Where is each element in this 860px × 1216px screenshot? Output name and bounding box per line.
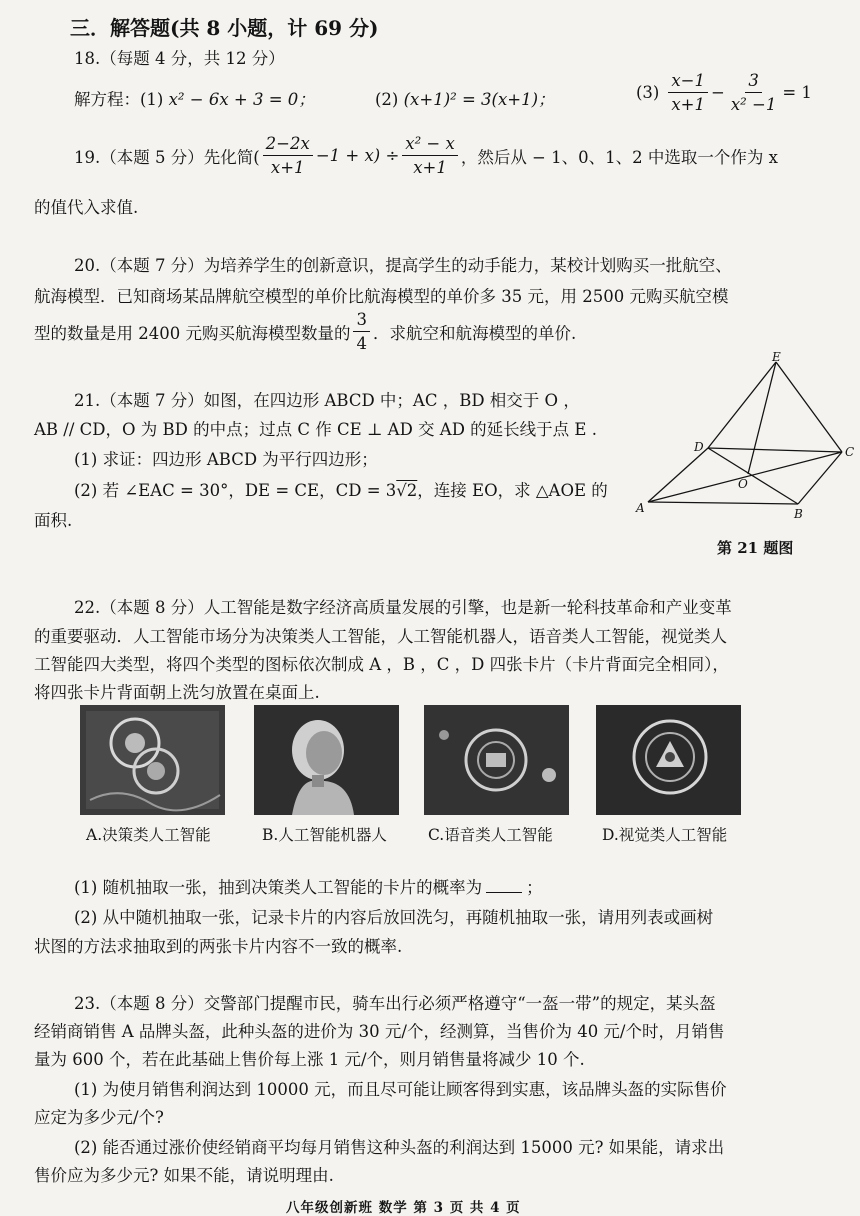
q19-frac2-den: x+1 bbox=[413, 158, 447, 177]
q20-line-2: 航海模型．已知商场某品牌航空模型的单价比航海模型的单价多 35 元，用 2500 元购买航空模 bbox=[34, 287, 729, 306]
label-E: E bbox=[772, 352, 781, 364]
q18-frac1-den: x+1 bbox=[671, 95, 706, 114]
q22-line-1: 22.（本题 8 分）人工智能是数字经济高质量发展的引擎，也是新一轮科技革命和产业变革 bbox=[74, 598, 732, 617]
q23-sub-1-line-1: (1) 为使月销售利润达到 10000 元，而且尽可能让顾客得到实惠，该品牌头盔的实际售价 bbox=[74, 1080, 727, 1099]
q19-frac1-num: 2−2x bbox=[263, 133, 313, 156]
q18-problems-1-2 bbox=[74, 86, 315, 110]
q23-sub-2-line-2: 售价应为多少元? 如果不能，请说明理由. bbox=[34, 1166, 334, 1185]
q20-frac-num: 3 bbox=[353, 309, 370, 332]
page-footer: 八年级创新班 数学 第 3 页 共 4 页 bbox=[286, 1200, 521, 1216]
q23-line-2: 经销商销售 A 品牌头盔，此种头盔的进价为 30 元/个，经测算，当售价为 40 元/个时，月销售 bbox=[34, 1022, 725, 1041]
label-C: C bbox=[845, 445, 855, 459]
q18-heading: 18.（每题 4 分，共 12 分） bbox=[74, 49, 285, 68]
q20-line-3 bbox=[34, 309, 576, 354]
q18-frac2-den: x² −1 bbox=[730, 95, 777, 114]
q18-label-2: (2) bbox=[375, 90, 399, 109]
edge-EC bbox=[776, 362, 842, 452]
q22-sub1-end: ； bbox=[526, 878, 543, 897]
q19-head: 19.（本题 5 分）先化简( bbox=[74, 147, 260, 167]
q22-answer-blank bbox=[486, 892, 522, 893]
q19-frac1-den: x+1 bbox=[270, 158, 305, 177]
q20-line3a: 型的数量是用 2400 元购买航海模型数量的 bbox=[34, 323, 351, 343]
card-d-vision-ai-image bbox=[596, 705, 741, 815]
edge-BC bbox=[798, 452, 842, 504]
q21-line-4 bbox=[74, 477, 608, 501]
q19-frac-2 bbox=[402, 133, 458, 178]
q20-fraction bbox=[353, 309, 370, 354]
q21-line4a: (2) 若 ∠EAC = 30°，DE = CE，CD = 3 bbox=[74, 481, 397, 500]
card-a-decision-ai-image bbox=[80, 705, 225, 815]
q18-rhs: = 1 bbox=[782, 83, 812, 102]
q22-line-3: 工智能四大类型，将四个类型的图标依次制成 A ，B ，C ，D 四张卡片（卡片背面完全相同）， bbox=[34, 655, 729, 674]
q18-equation-1: x² − 6x + 3 = 0； bbox=[168, 90, 315, 109]
q18-label-3: (3) bbox=[636, 83, 660, 102]
q23-line-1: 23.（本题 8 分）交警部门提醒市民，骑车出行必须严格遵守“一盔一带”的规定，某头盔 bbox=[74, 994, 716, 1013]
q18-frac2-num: 3 bbox=[745, 70, 762, 93]
edge-AB bbox=[648, 502, 798, 504]
q19-mid: −1 + x) ÷ bbox=[315, 146, 400, 165]
q22-line-4: 将四张卡片背面朝上洗匀放置在桌面上. bbox=[34, 683, 320, 702]
section-title: 三．解答题(共 8 小题，计 69 分) bbox=[70, 16, 379, 40]
q18-frac-1 bbox=[668, 70, 708, 115]
q21-line-1: 21.（本题 7 分）如图，在四边形 ABCD 中；AC ，BD 相交于 O ， bbox=[74, 391, 580, 410]
q19-frac-1 bbox=[263, 133, 313, 178]
q18-lead: 解方程：(1) bbox=[74, 90, 164, 109]
q23-sub-2-line-1: (2) 能否通过涨价使经销商平均每月销售这种头盔的利润达到 15000 元? 如果能，请求出 bbox=[74, 1138, 725, 1157]
q18-frac-2 bbox=[728, 70, 780, 115]
q21-figure-caption: 第 21 题图 bbox=[717, 539, 794, 557]
label-D: D bbox=[694, 440, 704, 454]
card-b-ai-robot-image bbox=[254, 705, 399, 815]
card-c-voice-ai-image bbox=[424, 705, 569, 815]
q19-line-2: 的值代入求值. bbox=[34, 198, 139, 217]
q21-line-2: AB // CD，O 为 BD 的中点；过点 C 作 CE ⊥ AD 交 AD 的延长线于点 E . bbox=[34, 420, 597, 439]
card-a-caption: A.决策类人工智能 bbox=[86, 826, 211, 844]
card-d-caption: D.视觉类人工智能 bbox=[602, 826, 728, 844]
q21-line-3: (1) 求证：四边形 ABCD 为平行四边形； bbox=[74, 450, 378, 469]
q19-line-1 bbox=[74, 133, 778, 178]
q18-equation-2: (x+1)² = 3(x+1)； bbox=[403, 90, 555, 109]
q22-line-2: 的重要驱动．人工智能市场分为决策类人工智能，人工智能机器人，语音类人工智能，视觉类人 bbox=[34, 627, 727, 646]
q20-line3b: ．求航空和航海模型的单价. bbox=[372, 323, 577, 343]
q21-line4b: ，连接 EO，求 △AOE 的 bbox=[417, 481, 608, 500]
q23-line-3: 量为 600 个，若在此基础上售价每上涨 1 元/个，则月销售量将减少 10 个. bbox=[34, 1050, 585, 1069]
card-b-caption: B.人工智能机器人 bbox=[262, 826, 387, 844]
q23-sub-1-line-2: 应定为多少元/个? bbox=[34, 1108, 164, 1127]
q19-tail: ，然后从 − 1、0、1、2 中选取一个作为 x bbox=[460, 147, 778, 167]
q22-sub-2-line-2: 状图的方法求抽取到的两张卡片内容不一致的概率. bbox=[34, 937, 403, 956]
q22-sub-1 bbox=[74, 874, 543, 898]
q20-line-1: 20.（本题 7 分）为培养学生的创新意识，提高学生的动手能力，某校计划购买一批航空、 bbox=[74, 256, 732, 275]
q21-geometry-figure bbox=[628, 352, 860, 522]
label-A: A bbox=[636, 501, 645, 515]
q18-problem-3: (3) $\frac{x-1}{x+1}$ − $\frac{3}{\text{x² −1}}$ = 1 bbox=[636, 71, 812, 114]
q20-frac-den: 4 bbox=[356, 334, 367, 353]
q21-line-5: 面积. bbox=[34, 511, 73, 530]
q18-frac1-num: x−1 bbox=[668, 70, 708, 93]
q22-sub-2-line-1: (2) 从中随机抽取一张，记录卡片的内容后放回洗匀，再随机抽取一张，请用列表或画树 bbox=[74, 908, 714, 927]
q18-problem-2 bbox=[375, 86, 555, 110]
edge-DC bbox=[708, 448, 842, 452]
label-O: O bbox=[738, 477, 748, 491]
label-B: B bbox=[794, 507, 803, 521]
q19-frac2-num: x² − x bbox=[402, 133, 458, 156]
q22-sub1-text: (1) 随机抽取一张，抽到决策类人工智能的卡片的概率为 bbox=[74, 878, 483, 897]
card-c-caption: C.语音类人工智能 bbox=[428, 826, 553, 844]
q21-sqrt2: √2 bbox=[396, 481, 418, 500]
